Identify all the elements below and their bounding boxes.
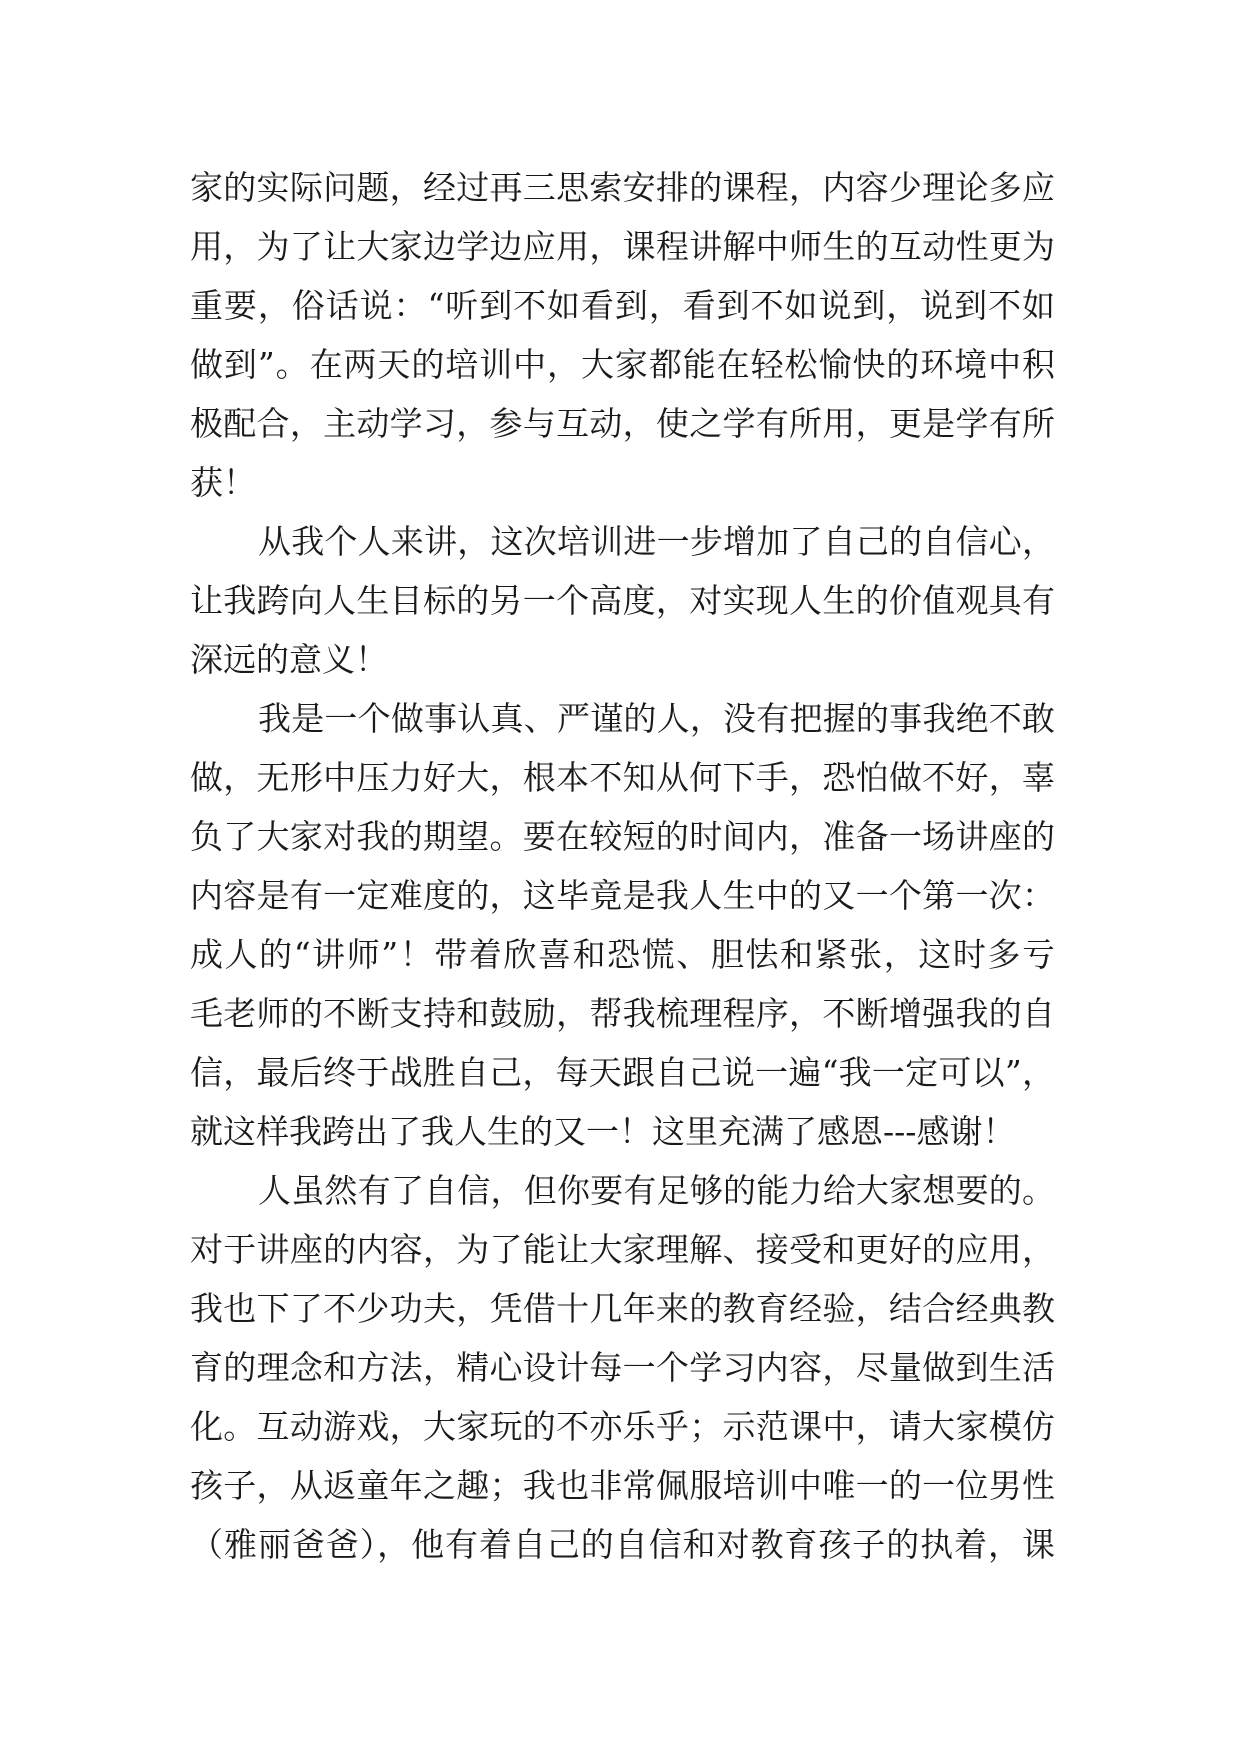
text-line: 就这样我跨出了我人生的又一！这里充满了感恩---感谢！ — [190, 1112, 1016, 1151]
text-line: 做到”。在两天的培训中，大家都能在轻松愉快的环境中积 — [190, 345, 1055, 384]
document-body — [190, 158, 1055, 1574]
text-line: 深远的意义！ — [190, 640, 388, 679]
text-line: 内容是有一定难度的，这毕竟是我人生中的又一个第一次： — [190, 876, 1055, 915]
text-line: （雅丽爸爸），他有着自己的自信和对教育孩子的执着，课 — [190, 1525, 1055, 1564]
text-line: 毛老师的不断支持和鼓励，帮我梳理程序，不断增强我的自 — [190, 994, 1055, 1033]
text-line: 从我个人来讲，这次培训进一步增加了自己的自信心， — [258, 522, 1055, 561]
text-line: 负了大家对我的期望。要在较短的时间内，准备一场讲座的 — [190, 817, 1055, 856]
text-line: 用，为了让大家边学边应用，课程讲解中师生的互动性更为 — [190, 227, 1055, 266]
text-line: 我是一个做事认真、严谨的人，没有把握的事我绝不敢 — [258, 699, 1055, 738]
text-line: 极配合，主动学习，参与互动，使之学有所用，更是学有所 — [190, 404, 1055, 443]
text-line: 信，最后终于战胜自己，每天跟自己说一遍“我一定可以”， — [190, 1053, 1055, 1092]
text-line: 化。互动游戏，大家玩的不亦乐乎；示范课中，请大家模仿 — [190, 1407, 1055, 1446]
text-line: 成人的“讲师”！带着欣喜和恐慌、胆怯和紧张，这时多亏 — [190, 935, 1055, 974]
text-line: 家的实际问题，经过再三思索安排的课程，内容少理论多应 — [190, 168, 1055, 207]
text-line: 对于讲座的内容，为了能让大家理解、接受和更好的应用， — [190, 1230, 1055, 1269]
text-line: 做，无形中压力好大，根本不知从何下手，恐怕做不好，辜 — [190, 758, 1055, 797]
text-line: 孩子，从返童年之趣；我也非常佩服培训中唯一的一位男性 — [190, 1466, 1055, 1505]
text-line: 获！ — [190, 463, 256, 502]
text-line: 人虽然有了自信，但你要有足够的能力给大家想要的。 — [258, 1171, 1055, 1210]
text-line: 重要，俗话说：“听到不如看到，看到不如说到，说到不如 — [190, 286, 1055, 325]
text-line: 我也下了不少功夫，凭借十几年来的教育经验，结合经典教 — [190, 1289, 1055, 1328]
text-line: 育的理念和方法，精心设计每一个学习内容，尽量做到生活 — [190, 1348, 1055, 1387]
text-line: 让我跨向人生目标的另一个高度，对实现人生的价值观具有 — [190, 581, 1055, 620]
